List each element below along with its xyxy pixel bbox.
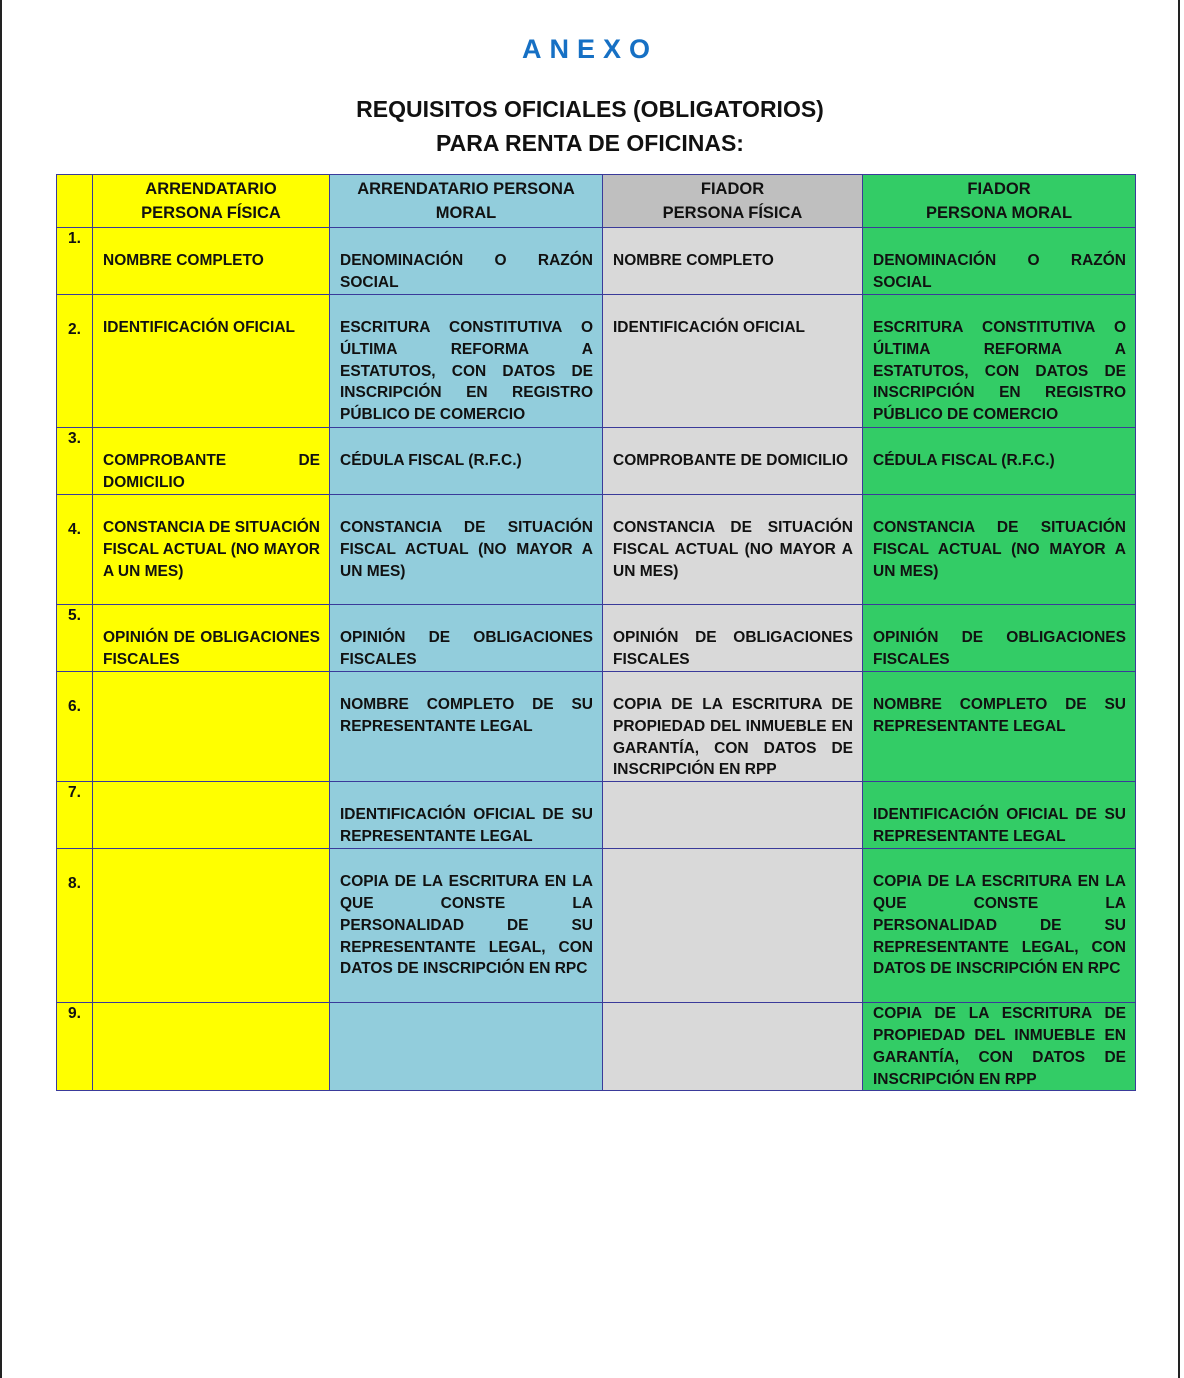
cell-fiador-moral: DENOMINACIÓN O RAZÓN SOCIAL — [863, 228, 1136, 295]
requirements-table — [56, 174, 1136, 1091]
table-row — [57, 849, 1136, 1003]
cell-arrendatario-fisica: COMPROBANTE DE DOMICILIO — [93, 428, 330, 495]
header-c2-line1: ARRENDATARIO PERSONA — [357, 180, 575, 198]
cell-fiador-moral: COPIA DE LA ESCRITURA EN LA QUE CONSTE LA PERSONALIDAD DE SU REPRESENTANTE LEGAL, CON DATOS DE INSCRIPCIÓN EN RPC — [863, 849, 1136, 1003]
cell-fiador-fisica: CONSTANCIA DE SITUACIÓN FISCAL ACTUAL (NO MAYOR A UN MES) — [603, 495, 863, 605]
cell-fiador-moral: IDENTIFICACIÓN OFICIAL DE SU REPRESENTANTE LEGAL — [863, 782, 1136, 849]
cell-fiador-fisica: COMPROBANTE DE DOMICILIO — [603, 428, 863, 495]
cell-arrendatario-fisica — [93, 1003, 330, 1091]
row-number: 6. — [57, 672, 93, 782]
cell-fiador-moral: OPINIÓN DE OBLIGACIONES FISCALES — [863, 605, 1136, 672]
header-c4-line1: FIADOR — [967, 180, 1031, 198]
cell-arrendatario-moral: OPINIÓN DE OBLIGACIONES FISCALES — [330, 605, 603, 672]
table-row — [57, 782, 1136, 849]
cell-arrendatario-moral: DENOMINACIÓN O RAZÓN SOCIAL — [330, 228, 603, 295]
table-row — [57, 295, 1136, 428]
cell-fiador-fisica — [603, 849, 863, 1003]
cell-arrendatario-moral: ESCRITURA CONSTITUTIVA O ÚLTIMA REFORMA A ESTATUTOS, CON DATOS DE INSCRIPCIÓN EN REGISTRO PÚBLICO DE COMERCIO — [330, 295, 603, 428]
cell-fiador-moral: COPIA DE LA ESCRITURA DE PROPIEDAD DEL INMUEBLE EN GARANTÍA, CON DATOS DE INSCRIPCIÓN EN RPP — [863, 1003, 1136, 1091]
cell-arrendatario-moral: CÉDULA FISCAL (R.F.C.) — [330, 428, 603, 495]
table-row — [57, 495, 1136, 605]
cell-fiador-fisica: COPIA DE LA ESCRITURA DE PROPIEDAD DEL INMUEBLE EN GARANTÍA, CON DATOS DE INSCRIPCIÓN EN RPP — [603, 672, 863, 782]
cell-arrendatario-moral: COPIA DE LA ESCRITURA EN LA QUE CONSTE LA PERSONALIDAD DE SU REPRESENTANTE LEGAL, CON DATOS DE INSCRIPCIÓN EN RPC — [330, 849, 603, 1003]
cell-fiador-fisica: NOMBRE COMPLETO — [603, 228, 863, 295]
cell-arrendatario-moral: CONSTANCIA DE SITUACIÓN FISCAL ACTUAL (NO MAYOR A UN MES) — [330, 495, 603, 605]
cell-arrendatario-moral: NOMBRE COMPLETO DE SU REPRESENTANTE LEGAL — [330, 672, 603, 782]
cell-fiador-fisica — [603, 782, 863, 849]
cell-fiador-fisica: OPINIÓN DE OBLIGACIONES FISCALES — [603, 605, 863, 672]
table-row — [57, 605, 1136, 672]
table-row — [57, 428, 1136, 495]
row-number: 3. — [57, 428, 93, 495]
row-number: 7. — [57, 782, 93, 849]
cell-arrendatario-fisica — [93, 782, 330, 849]
row-number: 8. — [57, 849, 93, 1003]
cell-arrendatario-moral — [330, 1003, 603, 1091]
cell-arrendatario-fisica — [93, 672, 330, 782]
cell-fiador-moral: NOMBRE COMPLETO DE SU REPRESENTANTE LEGAL — [863, 672, 1136, 782]
header-c1-line2: PERSONA FÍSICA — [141, 204, 281, 222]
row-number: 5. — [57, 605, 93, 672]
header-c4-line2: PERSONA MORAL — [925, 204, 1073, 222]
header-arrendatario-fisica — [93, 175, 330, 228]
header-c1-line1: ARRENDATARIO — [145, 180, 277, 198]
table-row — [57, 1003, 1136, 1091]
row-number: 1. — [57, 228, 93, 295]
title-line-2: PARA RENTA DE OFICINAS: — [436, 130, 744, 156]
title-line-1: REQUISITOS OFICIALES (OBLIGATORIOS) — [356, 96, 824, 122]
page-title — [2, 92, 1178, 160]
header-fiador-fisica — [603, 175, 863, 228]
header-c2-line2: MORAL — [435, 204, 497, 222]
cell-arrendatario-fisica — [93, 849, 330, 1003]
cell-arrendatario-fisica: CONSTANCIA DE SITUACIÓN FISCAL ACTUAL (NO MAYOR A UN MES) — [93, 495, 330, 605]
annex-title: ANEXO — [521, 34, 659, 64]
header-fiador-moral — [863, 175, 1136, 228]
cell-arrendatario-fisica: IDENTIFICACIÓN OFICIAL — [93, 295, 330, 428]
cell-arrendatario-fisica: NOMBRE COMPLETO — [93, 228, 330, 295]
cell-arrendatario-fisica: OPINIÓN DE OBLIGACIONES FISCALES — [93, 605, 330, 672]
header-arrendatario-moral — [330, 175, 603, 228]
row-number: 4. — [57, 495, 93, 605]
cell-fiador-moral: ESCRITURA CONSTITUTIVA O ÚLTIMA REFORMA A ESTATUTOS, CON DATOS DE INSCRIPCIÓN EN REGISTRO PÚBLICO DE COMERCIO — [863, 295, 1136, 428]
cell-fiador-moral: CONSTANCIA DE SITUACIÓN FISCAL ACTUAL (NO MAYOR A UN MES) — [863, 495, 1136, 605]
table-row — [57, 672, 1136, 782]
table-row — [57, 228, 1136, 295]
row-number: 2. — [57, 295, 93, 428]
header-c3-line1: FIADOR — [700, 180, 765, 198]
cell-arrendatario-moral: IDENTIFICACIÓN OFICIAL DE SU REPRESENTANTE LEGAL — [330, 782, 603, 849]
header-number-cell — [57, 175, 93, 228]
table-header-row — [57, 175, 1136, 228]
cell-fiador-fisica: IDENTIFICACIÓN OFICIAL — [603, 295, 863, 428]
cell-fiador-fisica — [603, 1003, 863, 1091]
header-c3-line2: PERSONA FÍSICA — [662, 204, 803, 222]
row-number: 9. — [57, 1003, 93, 1091]
cell-fiador-moral: CÉDULA FISCAL (R.F.C.) — [863, 428, 1136, 495]
